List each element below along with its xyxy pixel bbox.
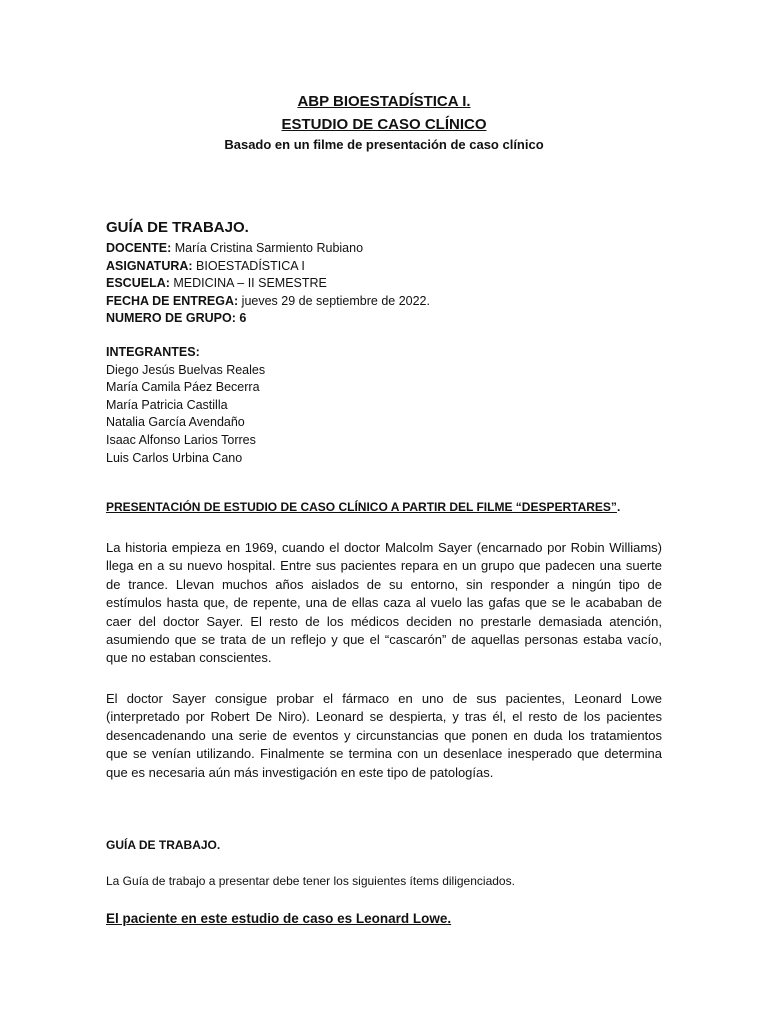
escuela-label: ESCUELA: <box>106 276 170 291</box>
members-block <box>106 344 662 467</box>
member-item: Luis Carlos Urbina Cano <box>106 450 243 465</box>
section-title-text: PRESENTACIÓN DE ESTUDIO DE CASO CLÍNICO A PARTIR DEL FILME “DESPERTARES” <box>106 500 617 514</box>
member-item: María Camila Páez Becerra <box>106 380 260 395</box>
fecha-line <box>106 293 662 311</box>
asignatura-label: ASIGNATURA: <box>106 258 193 273</box>
doc-title-line-2: ESTUDIO DE CASO CLÍNICO <box>281 116 487 133</box>
paragraph-1: La historia empieza en 1969, cuando el doctor Malcolm Sayer (encarnado por Robin Williams) llega en a su nuevo hospital. Entre sus pacientes repara en un grupo que padecen una suerte de trance. Llevan muchos años aislados de su entorno, sin responder a ningún tipo de estímulos hasta que, de repente, una de ellas caza al vuelo las gafas que se le acababan de caer del doctor Sayer. El resto de los médicos deciden no prestarle demasiada atención, asumiendo que se trata de un reflejo y que el “cascarón” de aquellas personas estaba vacío, que no estaban conscientes. <box>106 540 662 666</box>
member-item: María Patricia Castilla <box>106 397 228 412</box>
fecha-value: jueves 29 de septiembre de 2022. <box>238 293 430 308</box>
member-item: Isaac Alfonso Larios Torres <box>106 432 256 447</box>
docente-label: DOCENTE: <box>106 241 172 255</box>
asignatura-line <box>106 258 662 276</box>
section-title <box>106 500 620 514</box>
member-item: Diego Jesús Buelvas Reales <box>106 362 266 377</box>
grupo-line <box>106 310 662 328</box>
fecha-label: FECHA DE ENTREGA: <box>106 293 239 308</box>
paragraph-2: El doctor Sayer consigue probar el fármaco en uno de sus pacientes, Leonard Lowe (interpretado por Robert De Niro). Leonard se despierta, y tras él, el resto de los pacientes desencadenando una serie de eventos y circunstancias que ponen en duda los tratamientos que se venían utilizando. Finalmente se termina con un desenlace inesperado que determina que es necesaria aún más investigación en este tipo de patologías. <box>106 691 662 780</box>
grupo-label: NUMERO DE GRUPO: 6 <box>106 311 247 326</box>
escuela-line <box>106 275 662 293</box>
member-item: Natalia García Avendaño <box>106 415 245 430</box>
escuela-value: MEDICINA – II SEMESTRE <box>169 276 327 291</box>
guide-heading: GUÍA DE TRABAJO. <box>106 219 249 236</box>
section-title-end: . <box>616 500 621 514</box>
doc-subtitle: Basado en un filme de presentación de caso clínico <box>224 137 544 152</box>
guide-info <box>106 240 662 328</box>
guide-heading-2: GUÍA DE TRABAJO. <box>106 838 221 852</box>
docente-value: María Cristina Sarmiento Rubiano <box>171 241 364 255</box>
patient-statement: El paciente en este estudio de caso es Leonard Lowe. <box>106 911 452 926</box>
guide-instructions: La Guía de trabajo a presentar debe tener los siguientes ítems diligenciados. <box>106 874 515 888</box>
docente-line <box>106 240 662 258</box>
asignatura-value: BIOESTADÍSTICA I <box>192 258 305 273</box>
doc-title-line-1: ABP BIOESTADÍSTICA I. <box>297 93 471 110</box>
members-label: INTEGRANTES: <box>106 345 200 359</box>
